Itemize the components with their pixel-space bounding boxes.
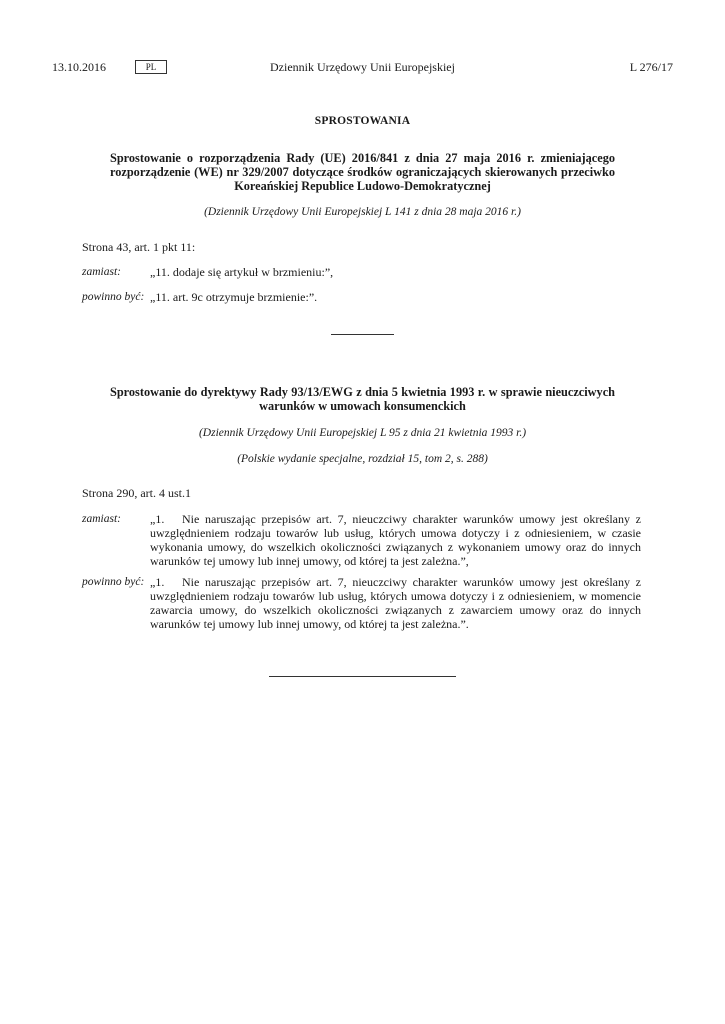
journal-title: Dziennik Urzędowy Unii Europejskiej	[270, 60, 455, 74]
separator-short	[331, 334, 394, 335]
should-text: Nie naruszając przepisów art. 7, nieuczciwy charakter warunków umowy jest określany z uwzględnieniem rodzaju towarów lub usług, których umowa dotyczy i z odniesieniem, w momencie zawarcia umowy, do wszelkich okoliczności związanych z zawarciem umowy oraz do innych warunków tej umowy lub innej umowy, od której ta jest zależna.”.	[150, 575, 641, 631]
corrigendum-2-reference-2: (Polskie wydanie specjalne, rozdział 15, tom 2, s. 288)	[237, 453, 488, 465]
corrigendum-1-title: Sprostowanie o rozporządzenia Rady (UE) 2016/841 z dnia 27 maja 2016 r. zmieniającego rozporządzenie (WE) nr 329/2007 dotyczące środków ograniczających skierowanych przeciwko Koreańskiej Republice Ludowo-Demokratycznej	[110, 151, 615, 193]
language-badge: PL	[135, 60, 167, 74]
corrigendum-2-reference: (Dziennik Urzędowy Unii Europejskiej L 95 z dnia 21 kwietnia 1993 r.)	[198, 427, 527, 439]
header-date: 13.10.2016	[52, 60, 106, 74]
corrigendum-1-location: Strona 43, art. 1 pkt 11:	[82, 240, 196, 254]
separator-end	[269, 676, 456, 677]
page-reference: L 276/17	[629, 60, 673, 74]
corrigendum-1-instead-text: „11. dodaje się artykuł w brzmieniu:”,	[150, 265, 334, 279]
corrigendum-2-title: Sprostowanie do dyrektywy Rady 93/13/EWG z dnia 5 kwietnia 1993 r. w sprawie nieuczciwych warunków w umowach konsumenckich	[110, 385, 615, 413]
corrigendum-2-instead-label: zamiast:	[82, 513, 121, 525]
corrigendum-1-instead-label: zamiast:	[82, 266, 121, 278]
section-title: SPROSTOWANIA	[314, 115, 411, 127]
corrigendum-1-should-text: „11. art. 9c otrzymuje brzmienie:”.	[150, 290, 318, 304]
corrigendum-2-should-label: powinno być:	[82, 576, 145, 588]
corrigendum-1-reference: (Dziennik Urzędowy Unii Europejskiej L 141 z dnia 28 maja 2016 r.)	[204, 206, 521, 218]
corrigendum-1-should-label: powinno być:	[82, 291, 145, 303]
corrigendum-2-location: Strona 290, art. 4 ust.1	[82, 486, 191, 500]
instead-text: Nie naruszając przepisów art. 7, nieuczciwy charakter warunków umowy jest określany z uwzględnieniem rodzaju towarów lub usług, których umowa dotyczy i z odniesieniem, w czasie wykonania umowy, do wszelkich okoliczności związanych z wykonaniem umowy oraz do innych warunków tej umowy lub innej umowy, od której ta jest zależna.”,	[150, 512, 641, 568]
corrigendum-2-instead-paragraph	[150, 512, 641, 568]
instead-number: „1.	[150, 512, 165, 526]
corrigendum-2-should-paragraph	[150, 575, 641, 631]
should-number: „1.	[150, 575, 165, 589]
